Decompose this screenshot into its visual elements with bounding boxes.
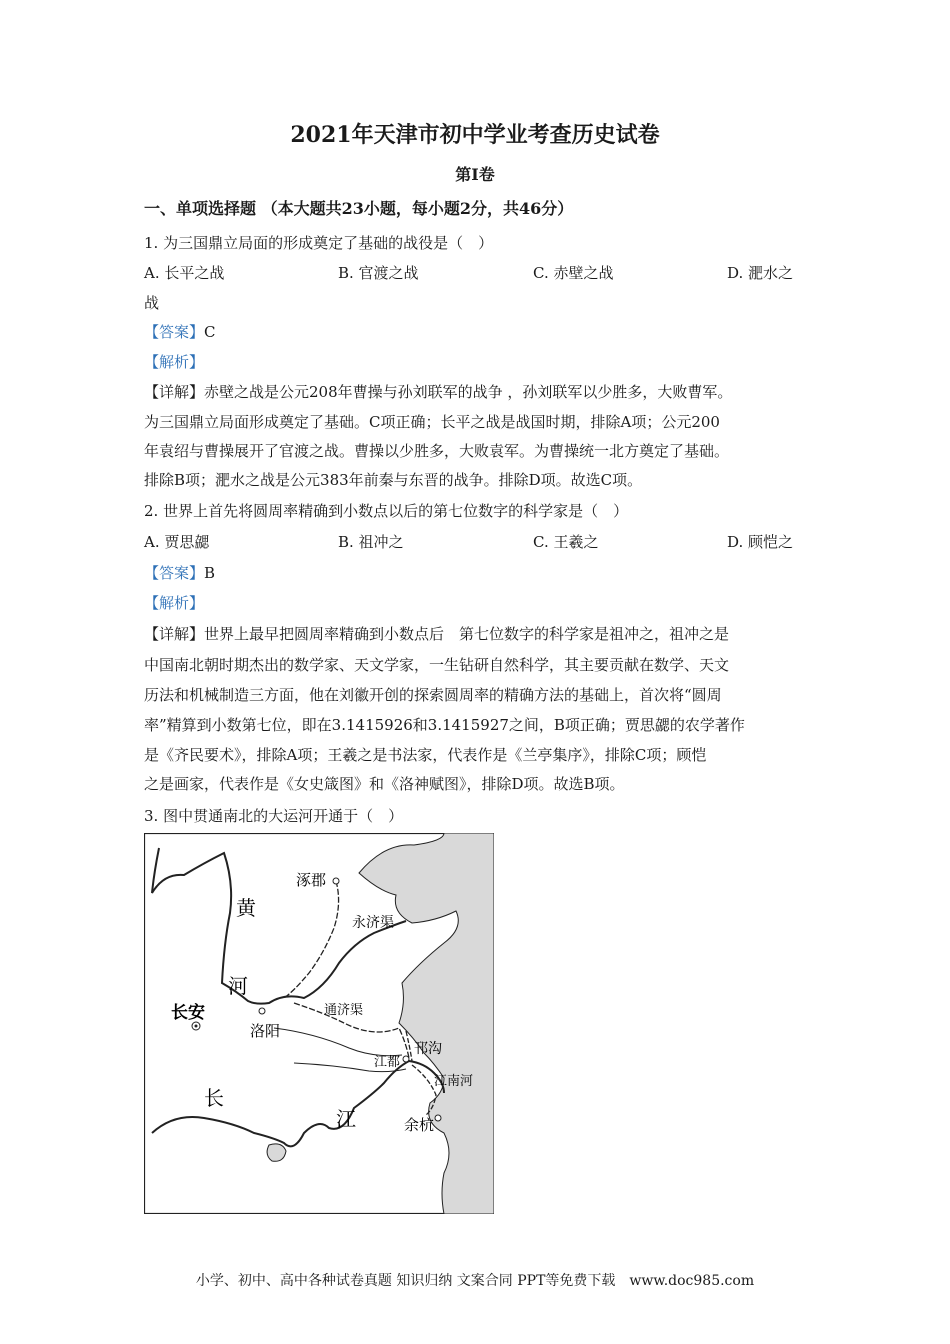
q2-answer [144, 562, 215, 583]
yuhang-label: 余杭 [404, 1116, 435, 1134]
jiangdu-marker [403, 1056, 409, 1062]
q1-option-d: D. 淝水之 [727, 264, 794, 282]
luoyang-label: 洛阳 [250, 1022, 281, 1040]
detail-label: 【详解】 [144, 383, 205, 401]
q2-option-b: B. 祖冲之 [338, 533, 404, 551]
q2-option-a: A. 贾思勰 [144, 533, 210, 551]
zhuojun-marker [333, 878, 339, 884]
jiangnan-label: 江南河 [434, 1074, 474, 1089]
q2-option-c: C. 王羲之 [533, 533, 599, 551]
q1-answer [144, 321, 216, 342]
changan-label: 长安 [171, 1003, 205, 1023]
q1-answer-value: C [204, 323, 216, 341]
q2-detail-text: 世界上最早把圆周率精确到小数点后 第七位数字的科学家是祖冲之，祖冲之是 [204, 625, 730, 643]
q1-detail-line: 年袁绍与曹操展开了官渡之战。曹操以少胜多，大败袁军。为曹操统一北方奠定了基础。 [144, 442, 730, 460]
q2-detail-line: 是《齐民要术》，排除A项；王羲之是书法家，代表作是《兰亭集序》，排除C项；顾恺 [144, 746, 707, 764]
luoyang-marker [259, 1008, 265, 1014]
huang-label: 黄 [236, 896, 256, 920]
jiangdu-label: 江都 [374, 1055, 401, 1070]
he-label: 河 [228, 974, 248, 998]
q2-detail-line: 中国南北朝时期杰出的数学家、天文学家，一生钻研自然科学，其主要贡献在数学、天文 [144, 656, 730, 674]
jiang-label: 江 [336, 1107, 356, 1131]
question-3-stem: 3. 图中贯通南北的大运河开通于（ ） [144, 807, 404, 825]
q1-option-c: C. 赤壁之战 [533, 264, 614, 282]
q1-detail-line: 排除B项；淝水之战是公元383年前秦与东晋的战争。排除D项。故选C项。 [144, 471, 643, 489]
chang-label: 长 [204, 1086, 224, 1110]
yongji-label: 永济渠 [352, 915, 394, 931]
exam-title: 2021年天津市初中学业考查历史试卷 [290, 122, 660, 148]
tongji-label: 通济渠 [324, 1003, 364, 1018]
q1-analysis-label: 【解析】 [144, 353, 205, 371]
q2-detail-line: 之是画家，代表作是《女史箴图》和《洛神赋图》，排除D项。故选B项。 [144, 775, 625, 793]
volume-heading: 第Ⅰ卷 [455, 165, 495, 184]
detail-label: 【详解】 [144, 625, 205, 643]
answer-label: 【答案】 [144, 564, 205, 582]
answer-label: 【答案】 [144, 323, 205, 341]
hangou-label: 邗沟 [414, 1041, 442, 1057]
q2-answer-value: B [204, 564, 216, 582]
q2-detail-line [144, 623, 729, 644]
q2-option-d: D. 顾恺之 [727, 533, 794, 551]
q2-detail-line: 历法和机械制造三方面，他在刘徽开创的探索圆周率的精确方法的基础上，首次将“圆周 [144, 686, 722, 704]
lake [267, 1144, 286, 1161]
question-1-stem: 1. 为三国鼎立局面的形成奠定了基础的战役是（ ） [144, 234, 494, 252]
zhuojun-label: 涿郡 [296, 871, 327, 889]
changan-marker-dot [195, 1025, 198, 1028]
q1-detail-text: 赤壁之战是公元208年曹操与孙刘联军的战争 ，孙刘联军以少胜多，大败曹军。 [204, 383, 733, 401]
page-footer: 小学、初中、高中各种试卷真题 知识归纳 文案合同 PPT等免费下载 www.doc985.com [195, 1273, 755, 1289]
q1-detail-line [144, 381, 732, 402]
q1-detail-line: 为三国鼎立局面形成奠定了基础。C项正确；长平之战是战国时期，排除A项；公元200 [144, 413, 720, 431]
section-heading: 一、单项选择题 （本大题共23小题，每小题2分，共46分） [144, 199, 574, 218]
yuhang-marker [435, 1115, 441, 1121]
q2-analysis-label: 【解析】 [144, 594, 205, 612]
q1-option-d-wrap: 战 [144, 294, 160, 312]
q1-option-a: A. 长平之战 [144, 264, 225, 282]
grand-canal-map [144, 833, 494, 1214]
q1-option-b: B. 官渡之战 [338, 264, 419, 282]
q2-detail-line: 率”精算到小数第七位，即在3.1415926和3.1415927之间，B项正确；贾思勰的农学著作 [144, 716, 745, 734]
question-2-stem: 2. 世界上首先将圆周率精确到小数点以后的第七位数字的科学家是（ ） [144, 502, 629, 520]
